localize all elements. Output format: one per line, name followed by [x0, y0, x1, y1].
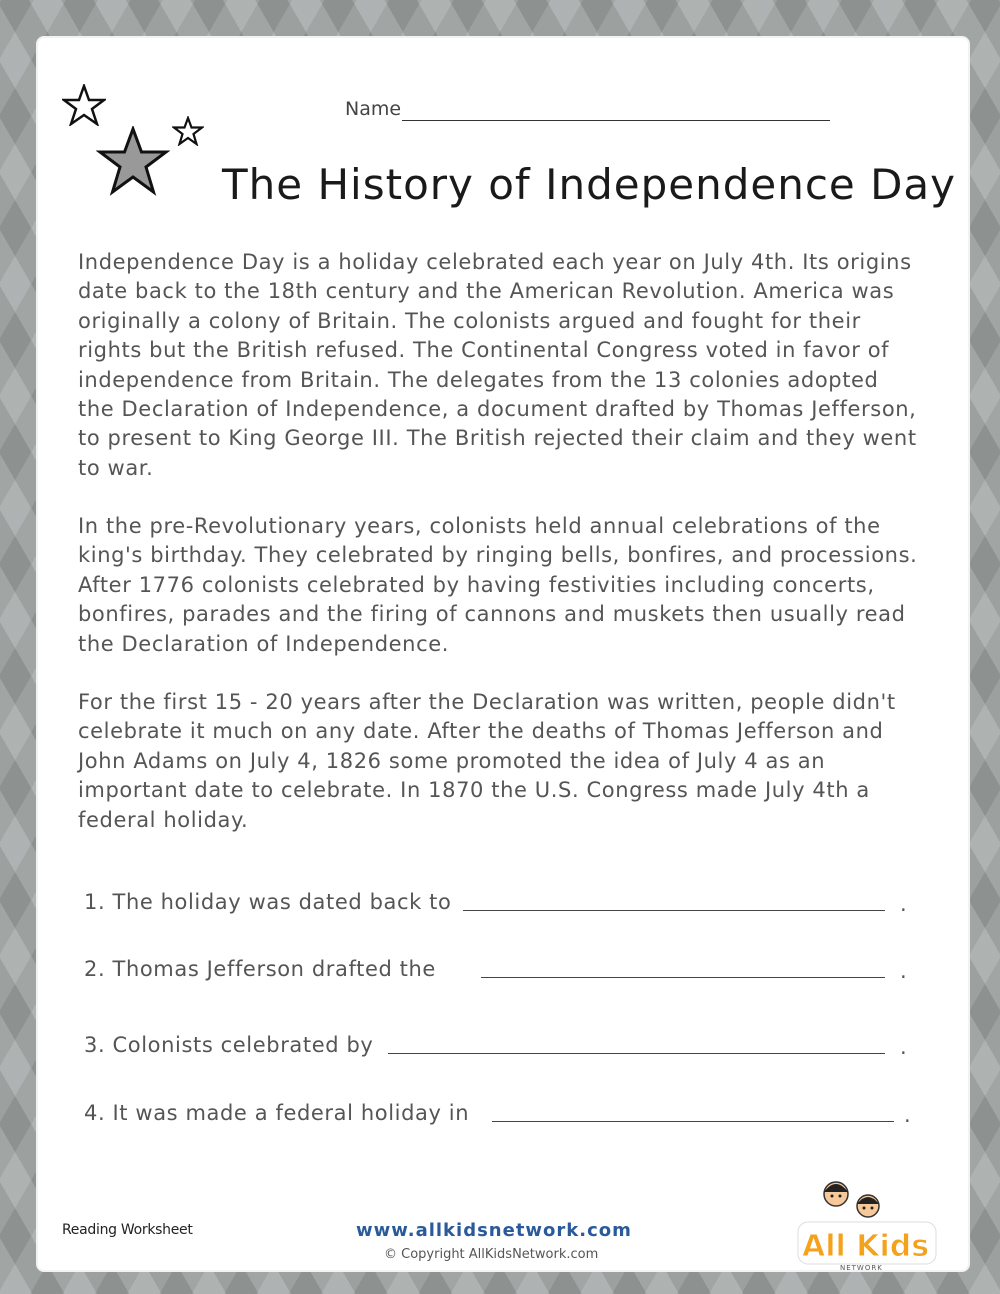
question-1-label: 1. The holiday was dated back to	[84, 890, 452, 914]
name-label: Name	[345, 98, 402, 120]
footer-worksheet-type: Reading Worksheet	[62, 1222, 193, 1238]
footer-copyright: © Copyright AllKidsNetwork.com	[384, 1247, 599, 1262]
question-4-period: .	[904, 1103, 911, 1127]
question-3-label: 3. Colonists celebrated by	[84, 1033, 374, 1057]
paragraph-3: For the first 15 - 20 years after the Declaration was written, people didn't celebrate it much on any date. After the deaths of Thomas Jefferson and John Adams on July 4, 1826 some promoted the idea of July 4 as an important date to celebrate. In 1870 the U.S. Congress made July 4th a federal holiday.	[78, 690, 896, 832]
question-2-period: .	[900, 959, 907, 983]
question-4-answer-line[interactable]	[492, 1121, 894, 1122]
tiny-star-outline-icon	[172, 116, 204, 146]
question-3-answer-line[interactable]	[388, 1053, 885, 1054]
paragraph-1: Independence Day is a holiday celebrated each year on July 4th. Its origins date back to the 18th century and the American Revolution. America was originally a colony of Britain. The colonists argued and fought for their rights but the British refused. The Continental Congress voted in favor of independence from Britain. The delegates from the 13 colonies adopted the Declaration of Independence, a document drafted by Thomas Jefferson, to present to King George III. The British rejected their claim and they went to war.	[78, 250, 917, 480]
name-line[interactable]	[402, 120, 830, 121]
question-4-label: 4. It was made a federal holiday in	[84, 1101, 470, 1125]
all-kids-network-logo	[796, 1178, 940, 1272]
page-title: The History of Independence Day	[222, 160, 957, 209]
large-star-filled-icon	[96, 126, 170, 196]
question-2-answer-line[interactable]	[481, 977, 885, 978]
name-field[interactable]	[345, 98, 830, 122]
question-2-label: 2. Thomas Jefferson drafted the	[84, 957, 436, 981]
question-3-period: .	[900, 1035, 907, 1059]
question-1-period: .	[900, 892, 907, 916]
logo-network-text: NETWORK	[840, 1264, 883, 1272]
paragraph-2: In the pre-Revolutionary years, colonists held annual celebrations of the king's birthday. They celebrated by ringing bells, bonfires, and processions. After 1776 colonists celebrated by having festivities including concerts, bonfires, parades and the firing of cannons and muskets then usually read the Declaration of Independence.	[78, 514, 918, 656]
logo-wordmark: All Kids	[802, 1229, 930, 1264]
small-star-outline-icon	[62, 84, 106, 126]
footer-url-link[interactable]: www.allkidsnetwork.com	[356, 1220, 632, 1241]
question-1-answer-line[interactable]	[463, 910, 885, 911]
